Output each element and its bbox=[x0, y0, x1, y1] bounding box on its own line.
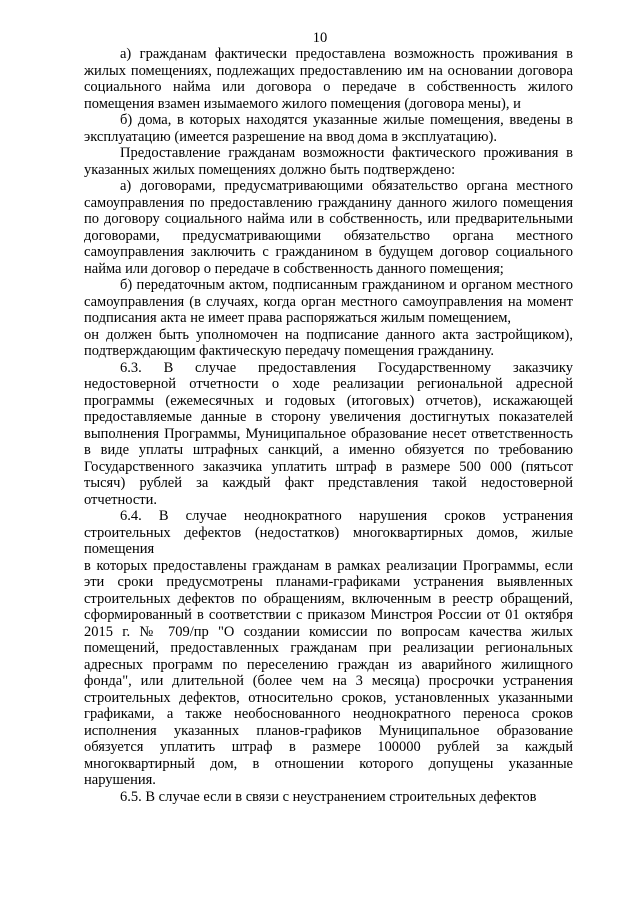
paragraph-2b-continuation: он должен быть уполномочен на подписание данного акта застройщиком), подтверждающим фактическую передачу помещения гражданину. bbox=[84, 326, 573, 359]
paragraph-6-4: 6.4. В случае неоднократного нарушения сроков устранения строительных дефектов (недостатков) многоквартирных домов, жилые помещения bbox=[84, 508, 573, 557]
paragraph-confirmation-intro: Предоставление гражданам возможности фактического проживания в указанных жилых помещениях должно быть подтверждено: bbox=[84, 145, 573, 178]
paragraph-2a: а) договорами, предусматривающими обязательство органа местного самоуправления по предоставлению гражданину данного жилого помещения по договору социального найма или в собственность, или предварительными договорами, предусматривающими обязательство органа местного самоуправления заключить с гражданином в будущем договор социального найма или договор о передаче в собственность данного помещения; bbox=[84, 178, 573, 277]
page-number: 10 bbox=[312, 30, 328, 46]
paragraph-1a: а) гражданам фактически предоставлена возможность проживания в жилых помещениях, подлежащих предоставлению им на основании договора социального найма или договора о передаче в собственность жилого помещения взамен изымаемого жилого помещения (договора мены), и bbox=[84, 46, 573, 112]
document-body bbox=[84, 46, 573, 805]
paragraph-6-4-continuation: в которых предоставлены гражданам в рамках реализации Программы, если эти сроки предусмотрены планами-графиками устранения выявленных строительных дефектов по обращениям, включенным в реестр обращений, сформированный в соответствии с приказом Минстроя России от 01 октября 2015 г. № 709/пр "О создании комиссии по вопросам качества жилых помещений, предоставленных гражданам при реализации региональных адресных программ по переселению граждан из аварийного жилищного фонда", или длительной (более чем на 3 месяца) просрочки устранения строительных дефектов, относительно сроков, установленных указанными графиками, а также необоснованного неоднократного переноса сроков исполнения указанных планов-графиков Муниципальное образование обязуется уплатить штраф в размере 100000 рублей за каждый многоквартирный дом, в отношении которого допущены указанные нарушения. bbox=[84, 557, 573, 788]
paragraph-6-5: 6.5. В случае если в связи с неустранением строительных дефектов bbox=[120, 788, 537, 805]
paragraph-1b: б) дома, в которых находятся указанные жилые помещения, введены в эксплуатацию (имеется разрешение на ввод дома в эксплуатацию). bbox=[84, 112, 573, 145]
paragraph-2b: б) передаточным актом, подписанным гражданином и органом местного самоуправления (в случаях, когда орган местного самоуправления на момент подписания акта не имеет права распоряжаться жилым помещением, bbox=[84, 277, 573, 326]
paragraph-6-3: 6.3. В случае предоставления Государственному заказчику недостоверной отчетности о ходе реализации региональной адресной программы (ежемесячных и годовых (итоговых) отчетов), искажающей предоставляемые данные в сторону увеличения достигнутых показателей выполнения Программы, Муниципальное образование несет ответственность в виде уплаты штрафных санкций, а именно обязуется по требованию Государственного заказчика уплатить штраф в размере 500 000 (пятьсот тысяч) рублей за каждый факт представления такой недостоверной отчетности. bbox=[84, 359, 573, 508]
